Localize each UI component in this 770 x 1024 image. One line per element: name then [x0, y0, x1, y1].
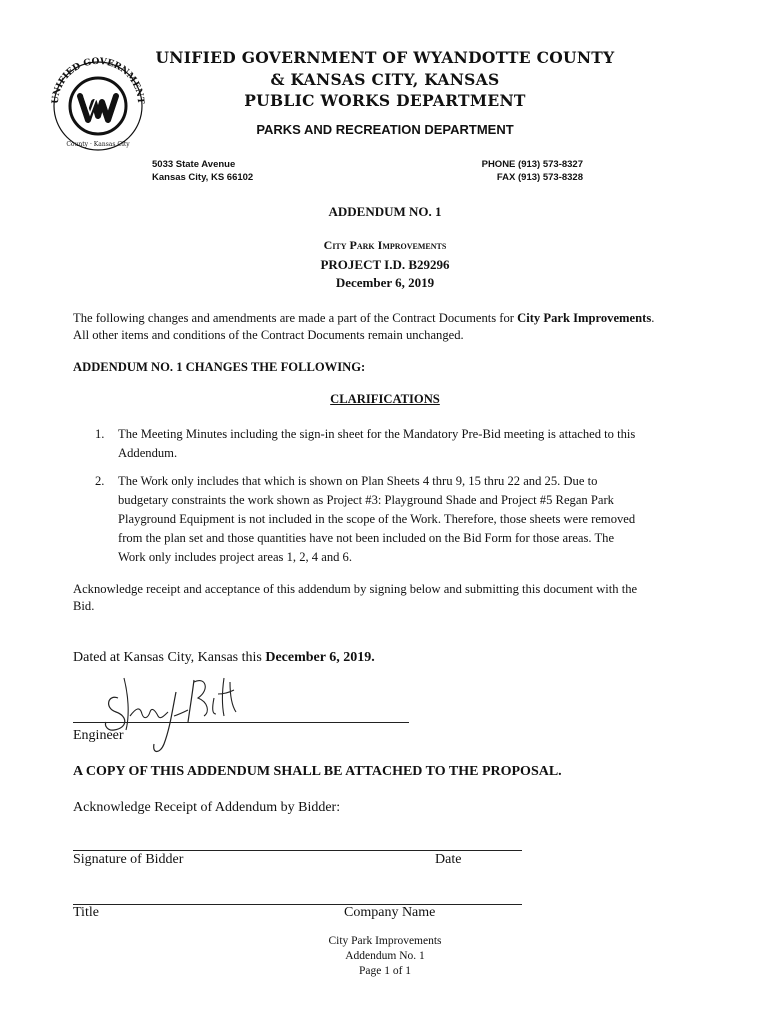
- copy-notice: A COPY OF THIS ADDENDUM SHALL BE ATTACHED TO THE PROPOSAL.: [73, 764, 562, 779]
- list-item-line: Work only includes project areas 1, 2, 4 and 6.: [118, 550, 353, 564]
- acknowledge-line1: Acknowledge receipt and acceptance of this addendum by signing below and submitting this document with the: [73, 582, 638, 596]
- list-item-line: from the plan set and those quantities have not been included on the Bid Form for those areas. The: [118, 531, 615, 545]
- list-item-line: The Meeting Minutes including the sign-in sheet for the Mandatory Pre-Bid meeting is attached to this: [118, 427, 636, 441]
- engineer-signature: [90, 668, 260, 758]
- acknowledge-line2: Bid.: [73, 599, 95, 613]
- page-footer: [0, 934, 770, 979]
- acknowledge-paragraph: [73, 581, 703, 615]
- contact-block: [430, 158, 583, 184]
- footer-project: City Park Improvements: [328, 935, 442, 947]
- addendum-date: December 6, 2019: [335, 275, 435, 290]
- project-name: City Park Improvements: [323, 238, 447, 252]
- changes-heading: ADDENDUM NO. 1 CHANGES THE FOLLOWING:: [73, 360, 366, 374]
- address-line1: 5033 State Avenue: [152, 159, 236, 170]
- address-block: [152, 158, 253, 184]
- list-item: [95, 472, 705, 572]
- intro-project-name: City Park Improvements: [517, 311, 652, 325]
- letterhead-title-line2: & KANSAS CITY, KANSAS: [270, 70, 500, 89]
- letterhead-title-line3: PUBLIC WORKS DEPARTMENT: [244, 91, 526, 110]
- bidder-acknowledge: Acknowledge Receipt of Addendum by Bidder:: [73, 800, 341, 815]
- dated-prefix: Dated at Kansas City, Kansas this: [73, 650, 266, 665]
- list-item-line: The Work only includes that which is shown on Plan Sheets 4 thru 9, 15 thru 22 and 25. Due to: [118, 474, 598, 488]
- svg-text:UNIFIED GOVERNMENT: UNIFIED GOVERNMENT: [50, 56, 146, 105]
- list-item-number: 1.: [95, 427, 105, 441]
- intro-text: The following changes and amendments are made a part of the Contract Documents for: [73, 311, 518, 325]
- signature-of-bidder-label: Signature of Bidder: [73, 852, 184, 867]
- footer-page-number: Page 1 of 1: [358, 965, 412, 977]
- addendum-number: ADDENDUM NO. 1: [328, 204, 442, 219]
- clarifications-heading-text: CLARIFICATIONS: [330, 392, 440, 406]
- list-item-line: Playground Equipment is not included in the scope of the Work. Therefore, those sheets were removed: [118, 512, 636, 526]
- department-name: PARKS AND RECREATION DEPARTMENT: [256, 122, 514, 137]
- footer-addendum: Addendum No. 1: [345, 950, 425, 962]
- address-line2: Kansas City, KS 66102: [152, 172, 254, 183]
- phone-number: PHONE (913) 573-8327: [481, 159, 583, 170]
- intro-line2: All other items and conditions of the Contract Documents remain unchanged.: [73, 328, 464, 342]
- title-label: Title: [73, 905, 99, 920]
- intro-period: .: [651, 311, 655, 325]
- list-item-number: 2.: [95, 474, 105, 488]
- engineer-label: Engineer: [73, 728, 124, 743]
- letterhead-title-line1: UNIFIED GOVERNMENT OF WYANDOTTE COUNTY: [155, 48, 615, 67]
- clarifications-heading: [0, 392, 770, 407]
- intro-paragraph: [73, 310, 703, 344]
- svg-text:County · Kansas City: County · Kansas City: [66, 141, 130, 148]
- title-company-line[interactable]: [73, 904, 522, 905]
- date-label: Date: [435, 852, 462, 867]
- list-item: [95, 425, 705, 465]
- fax-number: FAX (913) 573-8328: [496, 172, 583, 183]
- dated-line: [73, 650, 375, 666]
- bidder-signature-line[interactable]: [73, 850, 522, 851]
- engineer-signature-line: [73, 722, 409, 723]
- company-name-label: Company Name: [344, 905, 436, 920]
- list-item-line: budgetary constraints the work shown as Project #3: Playground Shade and Project #5 Regan Park: [118, 493, 614, 507]
- project-id: PROJECT I.D. B29296: [320, 257, 450, 272]
- list-item-line: Addendum.: [118, 446, 178, 460]
- dated-date: December 6, 2019.: [265, 650, 375, 665]
- county-seal-logo: [44, 46, 146, 158]
